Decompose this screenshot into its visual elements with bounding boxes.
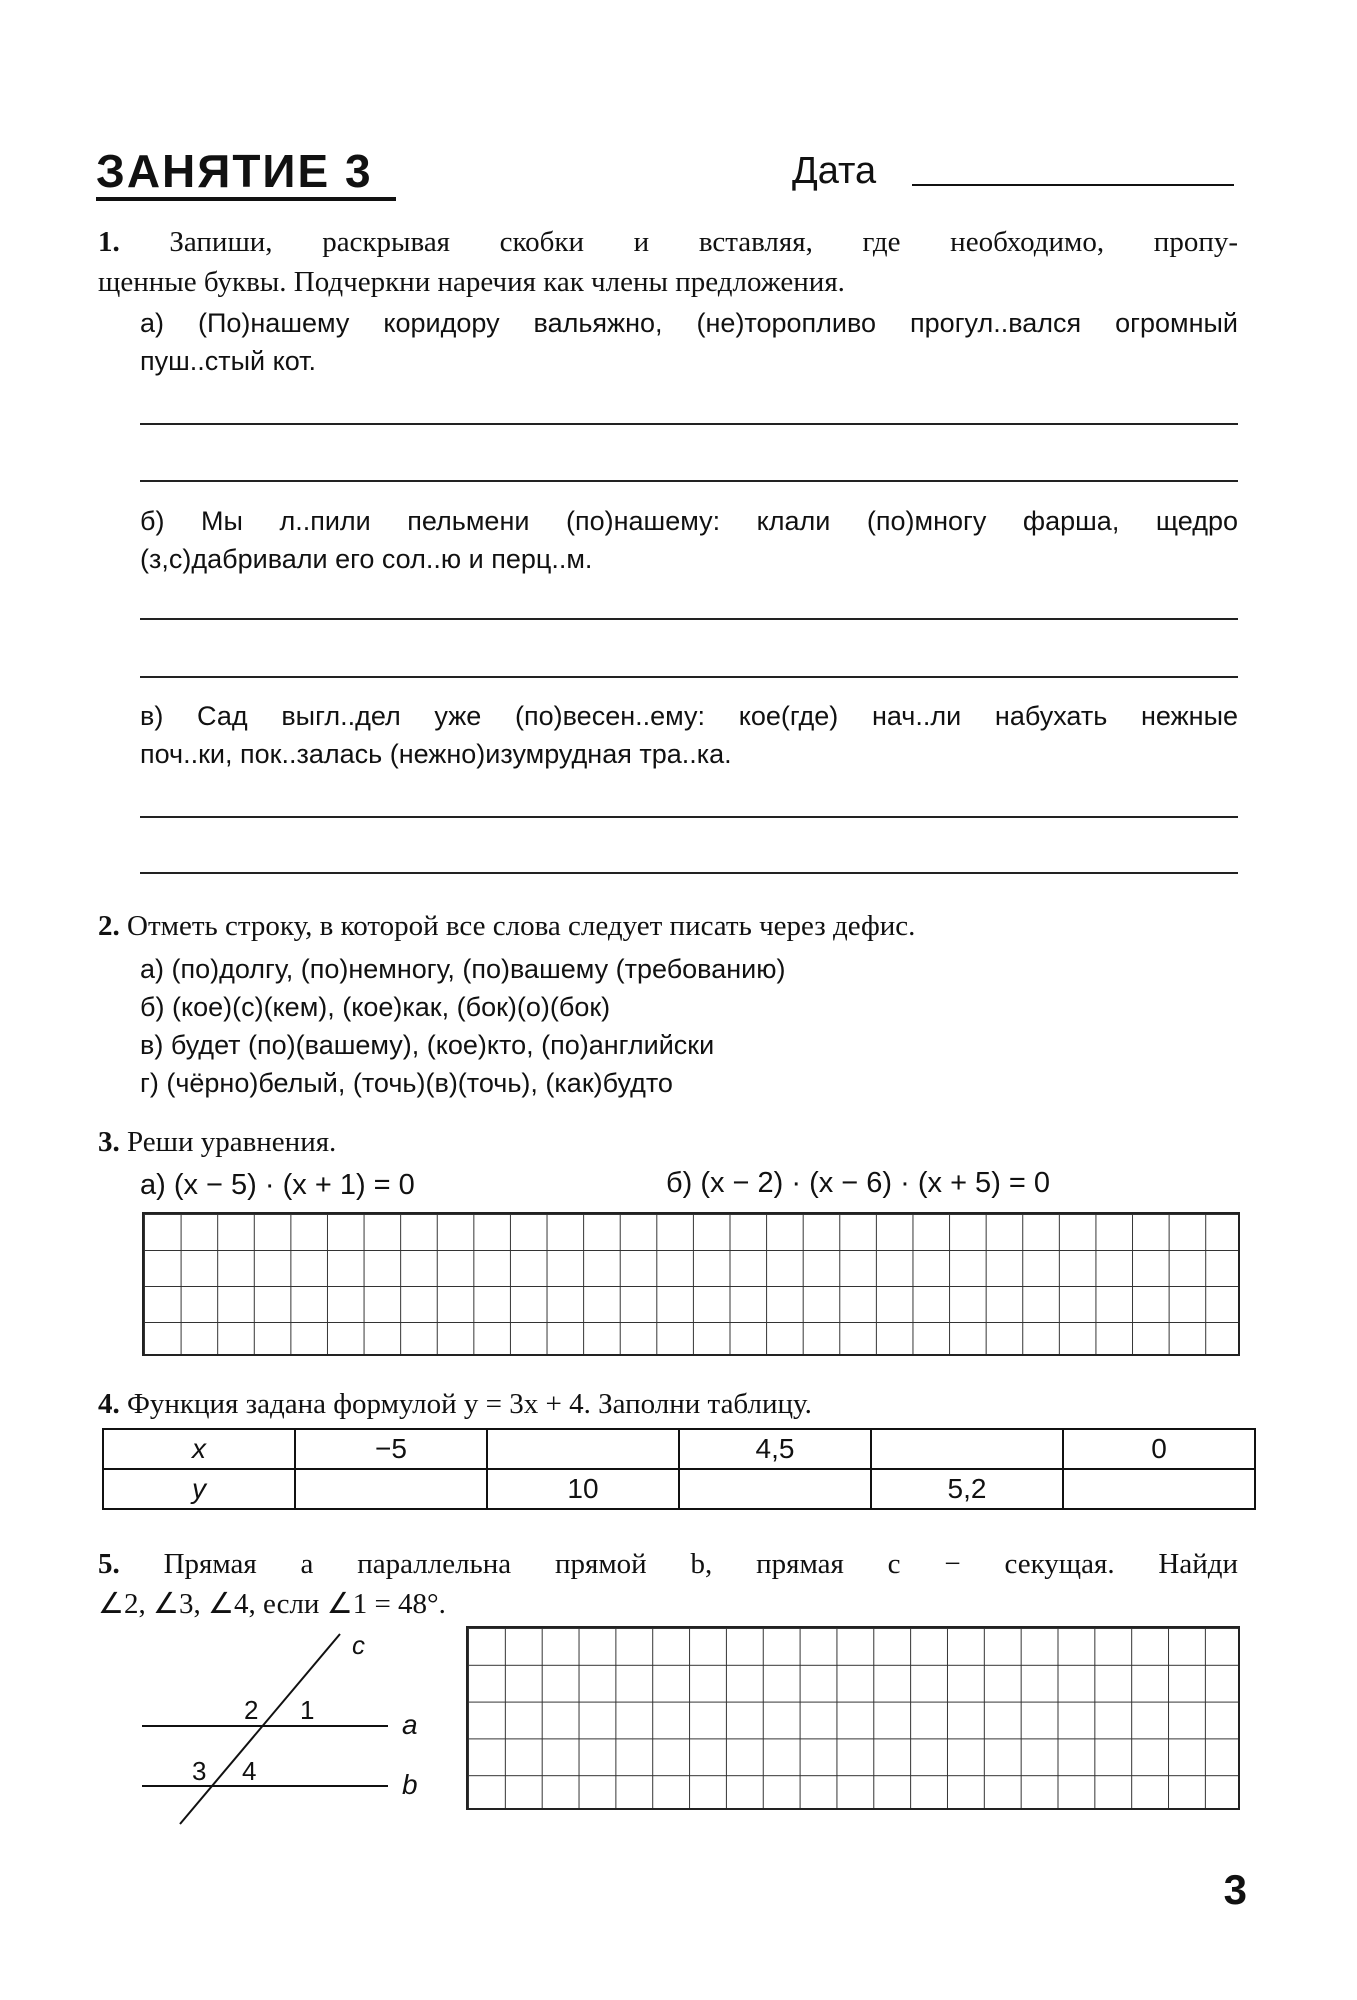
task-3-number: 3. — [98, 1126, 120, 1158]
task-1-item-b-line-2: (з,с)дабривали его сол..ю и перц..м. — [140, 544, 593, 574]
label-a: a — [402, 1709, 418, 1740]
task-3-equation-a: а) (x − 5) · (x + 1) = 0 — [140, 1169, 415, 1201]
table-row-y — [103, 1469, 1255, 1509]
table-cell[interactable] — [871, 1429, 1063, 1469]
task-2-heading — [98, 906, 1238, 946]
task-5-answer-grid[interactable] — [466, 1626, 1240, 1810]
task-2-number: 2. — [98, 910, 120, 942]
task-1-number: 1. — [98, 226, 120, 258]
task-2-options — [140, 950, 1140, 1102]
task-5-line-1 — [98, 1544, 1238, 1584]
date-field[interactable] — [912, 184, 1234, 186]
task-1-item-c-line-1: в) Сад выгл..дел уже (по)весен..ему: кое(где) нач..ли набухать нежные — [140, 701, 1238, 731]
task-1-item-a — [140, 304, 1238, 380]
task-2-option-d[interactable]: г) (чёрно)белый, (точь)(в)(точь), (как)будто — [140, 1068, 673, 1098]
task-1-line-2: щенные буквы. Подчеркни наречия как члены предложения. — [98, 266, 845, 298]
table-header-x: x — [103, 1429, 295, 1469]
task-1-item-b — [140, 502, 1238, 578]
task-1-item-c-line-2: поч..ки, пок..залась (нежно)изумрудная тра..ка. — [140, 739, 732, 769]
table-cell[interactable]: 0 — [1063, 1429, 1255, 1469]
task-5-line-2: ∠2, ∠3, ∠4, если ∠1 = 48°. — [98, 1588, 446, 1620]
task-4-text: Функция задана формулой y = 3x + 4. Заполни таблицу. — [127, 1388, 812, 1420]
table-cell[interactable]: 5,2 — [871, 1469, 1063, 1509]
answer-line-1a-1[interactable] — [140, 423, 1238, 425]
label-c: c — [352, 1630, 365, 1660]
table-cell[interactable] — [1063, 1469, 1255, 1509]
task-1-item-b-line-1: б) Мы л..пили пельмени (по)нашему: клали (по)многу фарша, щедро — [140, 506, 1238, 536]
table-header-y: y — [103, 1469, 295, 1509]
task-1-item-c — [140, 697, 1238, 773]
page-number: 3 — [1223, 1866, 1247, 1913]
answer-line-1a-2[interactable] — [140, 480, 1238, 482]
table-cell[interactable]: 4,5 — [679, 1429, 871, 1469]
table-cell[interactable]: 10 — [487, 1469, 679, 1509]
table-cell[interactable] — [679, 1469, 871, 1509]
table-cell[interactable] — [295, 1469, 487, 1509]
answer-line-1c-1[interactable] — [140, 816, 1238, 818]
answer-line-1b-1[interactable] — [140, 618, 1238, 620]
title-underline — [96, 197, 396, 201]
task-1-line-1 — [98, 222, 1238, 262]
task-1 — [98, 222, 1238, 302]
task-1-item-a-line-1: а) (По)нашему коридору вальяжно, (не)торопливо прогул..вался огромный — [140, 308, 1238, 338]
answer-line-1b-2[interactable] — [140, 676, 1238, 678]
date-label: Дата — [792, 150, 877, 192]
task-2-text: Отметь строку, в которой все слова следует писать через дефис. — [127, 910, 916, 942]
task-3-equation-b: б) (x − 2) · (x − 6) · (x + 5) = 0 — [666, 1167, 1051, 1199]
task-2-option-b[interactable]: б) (кое)(с)(кем), (кое)как, (бок)(о)(бок) — [140, 992, 611, 1022]
task-1-item-a-line-2: пуш..стый кот. — [140, 346, 317, 376]
label-b: b — [402, 1769, 418, 1800]
page-title: ЗАНЯТИЕ 3 — [96, 145, 373, 197]
angle-3-label: 3 — [192, 1756, 207, 1786]
task-3-answer-grid[interactable] — [142, 1212, 1240, 1356]
task-1-text-1: Запиши, раскрывая скобки и вставляя, где необходимо, пропу- — [169, 226, 1238, 258]
table-row-x — [103, 1429, 1255, 1469]
angle-2-label: 2 — [244, 1695, 259, 1725]
parallel-lines-diagram — [130, 1630, 460, 1830]
task-5-text-1: Прямая a параллельна прямой b, прямая c − секущая. Найди — [163, 1548, 1239, 1580]
task-3-heading — [98, 1122, 798, 1162]
answer-line-1c-2[interactable] — [140, 872, 1238, 874]
task-2-option-a[interactable]: а) (по)долгу, (по)немногу, (по)вашему (требованию) — [140, 954, 786, 984]
task-5-heading — [98, 1544, 1238, 1624]
function-table — [102, 1428, 1256, 1510]
line-c — [180, 1634, 340, 1824]
table-cell[interactable] — [487, 1429, 679, 1469]
task-3-text: Реши уравнения. — [127, 1126, 337, 1158]
task-2-option-c[interactable]: в) будет (по)(вашему), (кое)кто, (по)английски — [140, 1030, 715, 1060]
angle-1-label: 1 — [300, 1695, 315, 1725]
task-4-number: 4. — [98, 1388, 120, 1420]
table-cell[interactable]: −5 — [295, 1429, 487, 1469]
task-5-number: 5. — [98, 1548, 120, 1580]
angle-4-label: 4 — [242, 1756, 257, 1786]
task-4-heading — [98, 1384, 1158, 1424]
